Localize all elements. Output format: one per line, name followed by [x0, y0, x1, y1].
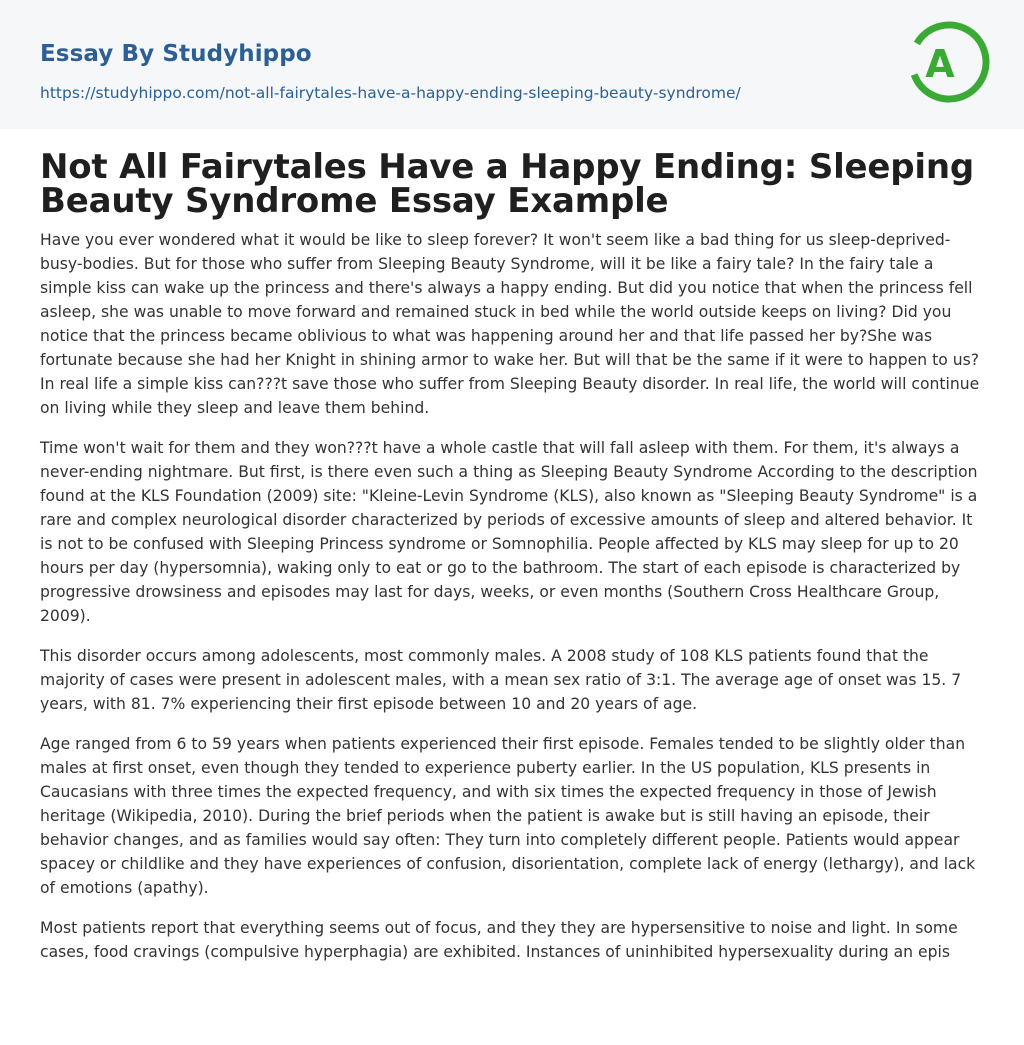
- logo-letter: A: [925, 42, 955, 86]
- article-paragraph: This disorder occurs among adolescents, most commonly males. A 2008 study of 108 KLS patients found that the majority of cases were present in adolescent males, with a mean sex ratio of 3:1. The average age of onset was 15. 7 years, with 81. 7% experiencing their first episode between 10 and 20 years of age.: [40, 647, 962, 713]
- article: [0, 129, 1024, 964]
- article-paragraph: Have you ever wondered what it would be like to sleep forever? It won't seem like a bad thing for us sleep-deprived-busy-bodies. But for those who suffer from Sleeping Beauty Syndrome, will it be like a fairy tale? In the fairy tale a simple kiss can wake up the princess and there's always a happy ending. But did you notice that when the princess fell asleep, she was unable to move forward and remained stuck in bed while the world outside keeps on living? Did you notice that the princess became oblivious to what was happening around her and that life passed her by?She was fortunate because she had her Knight in shining armor to wake her. But will that be the same if it were to happen to us? In real life a simple kiss can???t save those who suffer from Sleeping Beauty disorder. In real life, the world will continue on living while they sleep and leave them behind.: [40, 231, 980, 417]
- article-paragraph: Most patients report that everything seems out of focus, and they they are hypersensitive to noise and light. In some cases, food cravings (compulsive hyperphagia) are exhibited. Instances of uninhibited hypersexuality during an epis: [40, 919, 958, 961]
- page-url-link[interactable]: https://studyhippo.com/not-all-fairytales-have-a-happy-ending-sleeping-beauty-syndrome/: [40, 84, 741, 102]
- site-header: [0, 0, 1024, 129]
- article-paragraph: Age ranged from 6 to 59 years when patients experienced their first episode. Females tended to be slightly older than males at first onset, even though they tended to experience puberty earlier. In the US population, KLS presents in Caucasians with three times the expected frequency, and with six times the expected frequency in those of Jewish heritage (Wikipedia, 2010). During the brief periods when the patient is awake but is still having an episode, their behavior changes, and as families would say often: They turn into completely different people. Patients would appear spacey or childlike and they have experiences of confusion, disorientation, complete lack of energy (lethargy), and lack of emotions (apathy).: [40, 735, 976, 897]
- site-brand[interactable]: Essay By Studyhippo: [40, 41, 312, 67]
- studyhippo-logo-icon[interactable]: [904, 12, 994, 112]
- article-paragraph: Time won't wait for them and they won???t have a whole castle that will fall asleep with them. For them, it's always a never-ending nightmare. But first, is there even such a thing as Sleeping Beauty Syndrome According to the description found at the KLS Foundation (2009) site: "Kleine-Levin Syndrome (KLS), also known as "Sleeping Beauty Syndrome" is a rare and complex neurological disorder characterized by periods of excessive amounts of sleep and altered behavior. It is not to be confused with Sleeping Princess syndrome or Somnophilia. People affected by KLS may sleep for up to 20 hours per day (hypersomnia), waking only to eat or go to the bathroom. The start of each episode is characterized by progressive drowsiness and episodes may last for days, weeks, or even months (Southern Cross Healthcare Group, 2009).: [40, 439, 978, 625]
- article-title: Not All Fairytales Have a Happy Ending: Sleeping Beauty Syndrome Essay Example: [40, 147, 975, 221]
